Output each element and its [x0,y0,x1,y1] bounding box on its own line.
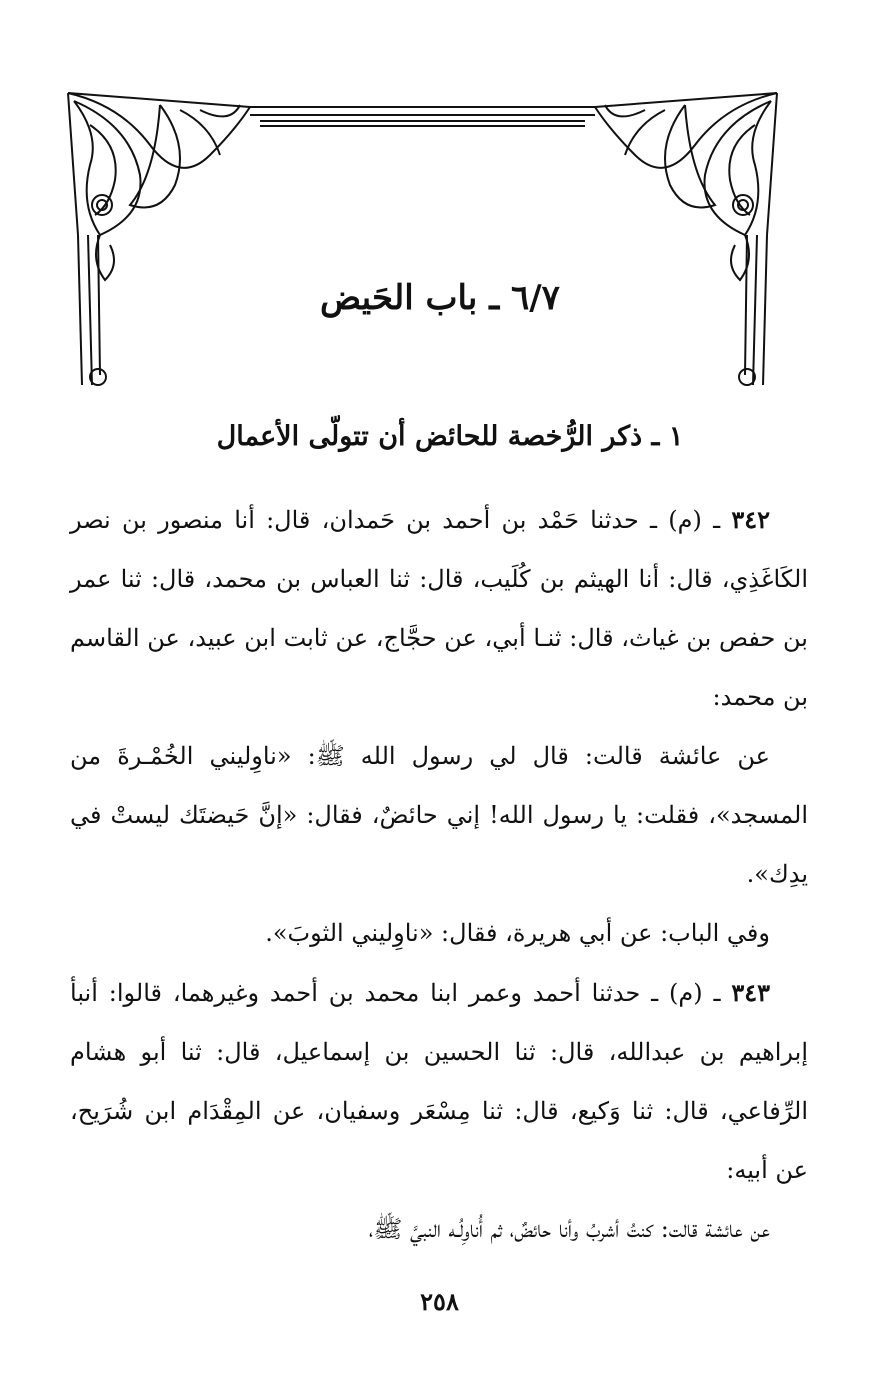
chapter-ornamental-frame [60,85,785,395]
page-number: ٢٥٨ [420,1287,459,1316]
hadith-number: ٣٤٣ [731,978,770,1007]
right-corner-ornament [595,93,777,385]
hadith-343-isnad [70,963,808,1200]
hadith-342-bab-note: وفي الباب: عن أبي هريرة، فقال: «ناوِليني الثوبَ». [265,919,770,947]
hadith-342-matn: عن عائشة قالت: قال لي رسول الله ﷺ: «ناوِليني الخُمْـرةَ من المسجد»، فقلت: يا رسول الله! إني حائضٌ، فقال: «إنَّ حَيضتَك ليستْ في يدِك». [70,742,809,888]
body-text [70,490,808,1259]
hadith-342-isnad [70,490,808,727]
hadith-343-matn: عن عائشة قالت: كنتُ أشربُ وأنا حائضٌ، ثم أُناوِلُـه النبيَّ ﷺ، [368,1215,770,1243]
isnad-text: ـ (م) ـ حدثنا حَمْد بن أحمد بن حَمدان، قال: أنا منصور بن نصر الكَاغَذِي، قال: أنا الهيثم بن كُلَيب، قال: ثنا العباس بن محمد، قال: ثنا عمر بن حفص بن غياث، قال: ثنـا أبي، عن حجَّاج، عن ثابت ابن عبيد، عن القاسم بن محمد: [70,506,808,711]
chapter-title: ٦/٧ ـ باب الحَيض [320,278,560,318]
isnad-text: ـ (م) ـ حدثنا أحمد وعمر ابنا محمد بن أحمد وغيرهما، قالوا: أنبأ إبراهيم بن عبدالله، قال: ثنا الحسين بن إسماعيل، قال: ثنا أبو هشام الرِّفاعي، قال: ثنا وَكيع، قال: ثنا مِسْعَر وسفيان، عن المِقْدَام ابن شُرَيح، عن أبيه: [70,979,808,1184]
section-title: ١ ـ ذكر الرُّخصة للحائض أن تتولّى الأعمال [216,421,684,452]
hadith-number: ٣٤٢ [731,505,770,534]
left-corner-ornament [68,93,250,385]
